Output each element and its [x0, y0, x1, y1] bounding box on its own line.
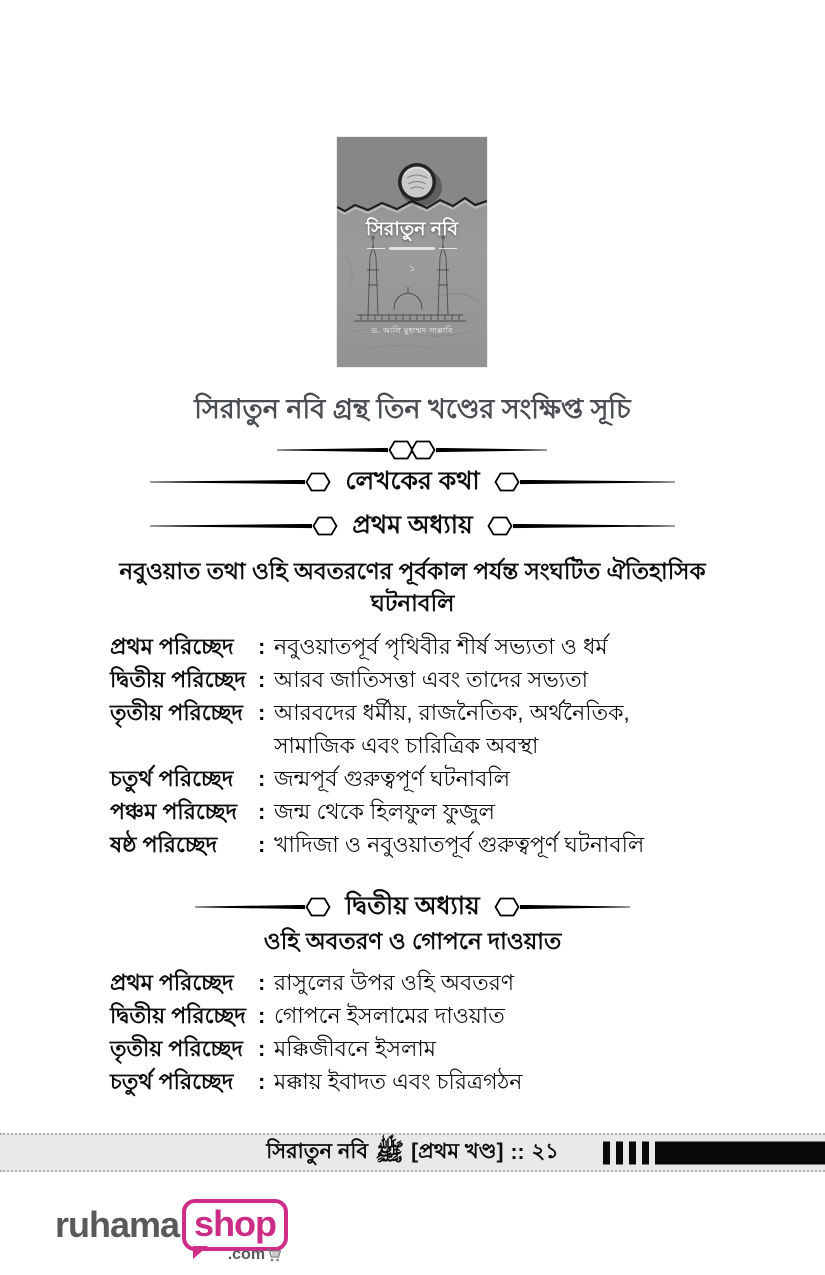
logo-domain [228, 1246, 282, 1264]
chapter1-heading [150, 510, 675, 542]
divider-line [150, 524, 312, 529]
divider-line [436, 448, 547, 453]
chapter2-subtitle: ওহি অবতরণ ও গোপনে দাওয়াত [263, 928, 562, 954]
separator-colon: : [258, 799, 266, 824]
ornament-divider [277, 440, 547, 460]
speech-bubble-tail [193, 1246, 208, 1259]
toc-row [110, 762, 716, 795]
chapter1-toc-list [110, 630, 716, 861]
section-title: নবুওয়াতপূর্ব পৃথিবীর শীর্ষ সভ্যতা ও ধর্ম [274, 634, 608, 659]
hexagon-icon [487, 516, 513, 536]
section-heading-authors-note [150, 466, 675, 498]
footer-separator: :: [510, 1140, 525, 1164]
cover-author: ড. আলি মুহাম্মদ সাল্লাবি [371, 326, 453, 335]
section-label: প্রথম পরিচ্ছেদ [110, 970, 234, 995]
cover-volume-numeral: ১ [409, 263, 415, 273]
divider-line [520, 905, 630, 910]
section-title: আরবদের ধর্মীয়, রাজনৈতিক, অর্থনৈতিক, সামাজিক এবং চারিত্রিক অবস্থা [274, 700, 630, 758]
ruhamashop-logo [55, 1199, 288, 1263]
section-label: তৃতীয় পরিচ্ছেদ [110, 700, 243, 725]
section-title: গোপনে ইসলামের দাওয়াত [274, 1003, 505, 1028]
toc-row [110, 966, 716, 999]
section-label: দ্বিতীয় পরিচ্ছেদ [110, 1003, 246, 1028]
cover-ornament [337, 247, 487, 250]
separator-colon: : [258, 970, 266, 995]
separator-colon: : [258, 1003, 266, 1028]
section-label: চতুর্থ পরিচ্ছেদ [110, 1069, 234, 1094]
chapter2-toc-list [110, 966, 716, 1098]
barcode-bar [629, 1141, 636, 1164]
separator-colon: : [258, 832, 266, 857]
logo-speech-bubble [182, 1199, 288, 1251]
hexagon-icon [312, 516, 338, 536]
hexagon-icon [305, 897, 331, 917]
separator-colon: : [258, 667, 266, 692]
hexagon-icon [305, 472, 331, 492]
chapter1-heading-label: প্রথম অধ্যায় [352, 510, 473, 539]
separator-colon: : [258, 634, 266, 659]
divider-line [277, 448, 388, 453]
divider-line [195, 905, 305, 910]
toc-row [110, 1065, 716, 1098]
footer-page-number: ২১ [531, 1140, 559, 1163]
footer-volume: [প্রথম খণ্ড] [411, 1140, 504, 1163]
separator-colon: : [258, 1036, 266, 1061]
toc-row [110, 663, 716, 696]
logo-shop-text: shop [194, 1203, 277, 1244]
barcode-bar [603, 1141, 610, 1164]
section-label: পঞ্চম পরিচ্ছেদ [110, 799, 238, 824]
section-label: চতুর্থ পরিচ্ছেদ [110, 766, 234, 791]
barcode-bar [616, 1141, 623, 1164]
chapter2-heading-label: দ্বিতীয় অধ্যায় [345, 891, 480, 920]
hexagon-icon [494, 897, 520, 917]
book-cover [337, 137, 487, 367]
section-title: মক্কায় ইবাদত এবং চরিত্রগঠন [274, 1069, 523, 1094]
footer-barcode [603, 1141, 825, 1164]
separator-colon: : [258, 1069, 266, 1094]
toc-row [110, 696, 716, 762]
divider-line [150, 480, 305, 485]
footer-book-title: সিরাতুন নবি [266, 1140, 369, 1163]
ornament-text-smudge [389, 247, 435, 250]
cart-icon [266, 1248, 282, 1262]
logo-domain-text: .com [227, 1246, 266, 1263]
barcode-bar [642, 1141, 649, 1164]
separator-colon: : [258, 700, 266, 725]
section-title: জন্ম থেকে হিলফুল ফুজুল [274, 799, 495, 824]
cover-title: সিরাতুন নবি [365, 219, 459, 240]
pbuh-calligraphy-icon: ﷺ [375, 1138, 405, 1166]
toc-row [110, 828, 716, 861]
hexagon-icon [494, 472, 520, 492]
section-label: তৃতীয় পরিচ্ছেদ [110, 1036, 243, 1061]
toc-row [110, 1032, 716, 1065]
toc-row [110, 630, 716, 663]
section-label: প্রথম পরিচ্ছেদ [110, 634, 234, 659]
ornament-line [367, 248, 385, 249]
section-label: দ্বিতীয় পরিচ্ছেদ [110, 667, 246, 692]
logo-brand-text: ruhama [55, 1204, 180, 1245]
authors-note-label: লেখকের কথা [345, 466, 480, 495]
separator-colon: : [258, 766, 266, 791]
page-title: সিরাতুন নবি গ্রন্থ তিন খণ্ডের সংক্ষিপ্ত সূচি [194, 394, 631, 424]
section-title: মক্কিজীবনে ইসলাম [274, 1036, 436, 1061]
section-label: ষষ্ঠ পরিচ্ছেদ [110, 832, 218, 857]
ornament-line [439, 248, 457, 249]
toc-row [110, 795, 716, 828]
section-title: রাসুলের উপর ওহি অবতরণ [274, 970, 515, 995]
divider-line [520, 480, 675, 485]
hexagon-icon [410, 440, 436, 460]
barcode-block [655, 1141, 825, 1164]
section-title: জন্মপূর্ব গুরুত্বপূর্ণ ঘটনাবলি [274, 766, 511, 791]
section-title: খাদিজা ও নবুওয়াতপূর্ব গুরুত্বপূর্ণ ঘটনাবলি [274, 832, 645, 857]
section-title: আরব জাতিসত্তা এবং তাদের সভ্যতা [274, 667, 588, 692]
divider-line [513, 524, 675, 529]
toc-row [110, 999, 716, 1032]
chapter1-subtitle: নবুওয়াত তথা ওহি অবতরণের পূর্বকাল পর্যন্ত সংঘটিত ঐতিহাসিক ঘটনাবলি [119, 558, 706, 616]
chapter2-heading [195, 891, 630, 923]
running-footer [0, 1133, 825, 1172]
